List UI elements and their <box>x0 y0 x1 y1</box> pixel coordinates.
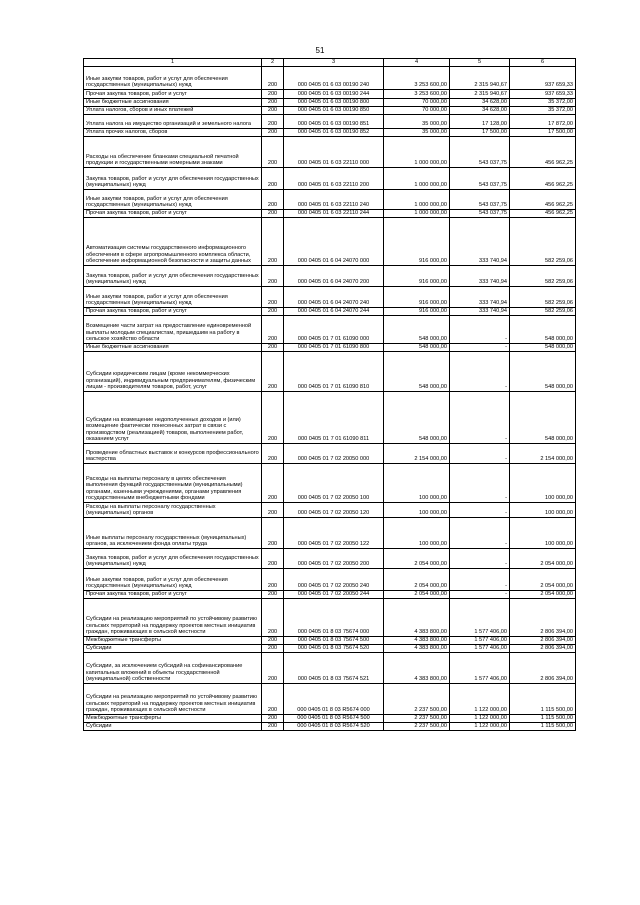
row-executed-amount: - <box>450 518 510 549</box>
row-executed-amount: - <box>450 352 510 392</box>
row-name-text: Иные закупки товаров, работ и услуг для обеспечения государственных (муниципальных) нужд <box>86 75 228 89</box>
row-name <box>84 99 262 107</box>
row-name-text: Закупка товаров, работ и услуг для обеспечения государственных (муниципальных) нужд <box>86 175 259 189</box>
table-row <box>84 503 576 518</box>
row-name <box>84 444 262 464</box>
row-name-text: Иные бюджетные ассигнования <box>86 344 169 351</box>
row-remainder-amount: 17 872,00 <box>510 115 576 129</box>
row-executed-amount: 333 740,94 <box>450 218 510 266</box>
row-remainder-amount: 2 806 394,00 <box>510 645 576 653</box>
row-name-text: Субсидии <box>86 645 112 652</box>
row-name-text: Автоматизация системы государственного информационного обеспечения в сфере агропромышленного комплекса области, обеспечение информационной безопасности и защиты данных <box>86 245 251 265</box>
row-name-text: Возмещение части затрат на предоставление единовременной выплаты молодым специалистам, пришедшим на работу в сельское хозяйство области <box>86 323 252 343</box>
row-code: 200 <box>262 715 284 723</box>
table-row <box>84 723 576 731</box>
row-remainder-amount: 582 259,06 <box>510 266 576 287</box>
table-row <box>84 218 576 266</box>
table-body <box>84 67 576 731</box>
row-executed-amount: 543 037,75 <box>450 210 510 218</box>
row-remainder-amount: 2 054 000,00 <box>510 591 576 599</box>
row-executed-amount: 1 577 406,00 <box>450 637 510 645</box>
row-name <box>84 287 262 308</box>
row-plan-amount: 916 000,00 <box>384 218 450 266</box>
row-remainder-amount: 2 054 000,00 <box>510 569 576 591</box>
row-code: 200 <box>262 90 284 99</box>
row-plan-amount: 2 054 000,00 <box>384 591 450 599</box>
row-code: 200 <box>262 503 284 518</box>
row-name-text: Субсидии на реализацию мероприятий по устойчивому развитию сельских территорий на поддержку проектов местных инициатив граждан, проживающих в сельской местности <box>86 694 258 714</box>
row-executed-amount: - <box>450 464 510 503</box>
row-classifier: 000 0405 01 7 02 20050 122 <box>284 518 384 549</box>
column-header: 1 <box>84 59 262 67</box>
row-code: 200 <box>262 168 284 190</box>
row-executed-amount: - <box>450 591 510 599</box>
column-header: 5 <box>450 59 510 67</box>
row-plan-amount: 916 000,00 <box>384 287 450 308</box>
row-remainder-amount: 548 000,00 <box>510 392 576 444</box>
row-name <box>84 591 262 599</box>
row-remainder-amount: 1 115 500,00 <box>510 715 576 723</box>
row-classifier: 000 0405 01 7 02 20050 240 <box>284 569 384 591</box>
row-plan-amount: 916 000,00 <box>384 308 450 316</box>
row-code: 200 <box>262 210 284 218</box>
row-name-text: Расходы на выплаты персоналу в целях обеспечения выполнения функций государственными (муниципальными) органами, казенными учреждениями, органами управления государственными внебюджетными фондами <box>86 475 243 502</box>
row-name <box>84 67 262 90</box>
row-code: 200 <box>262 464 284 503</box>
table-row <box>84 645 576 653</box>
row-classifier: 000 0405 01 7 01 61090 810 <box>284 352 384 392</box>
row-name <box>84 308 262 316</box>
row-executed-amount: 543 037,75 <box>450 168 510 190</box>
row-remainder-amount: 456 962,25 <box>510 168 576 190</box>
row-remainder-amount: 1 115 500,00 <box>510 684 576 715</box>
row-classifier: 000 0405 01 8 03 75674 521 <box>284 653 384 684</box>
table-row <box>84 344 576 352</box>
row-code: 200 <box>262 599 284 637</box>
row-code: 200 <box>262 645 284 653</box>
row-code: 200 <box>262 653 284 684</box>
row-classifier: 000 0405 01 7 02 20050 200 <box>284 549 384 569</box>
row-plan-amount: 548 000,00 <box>384 316 450 344</box>
row-plan-amount: 1 000 000,00 <box>384 168 450 190</box>
table-row <box>84 549 576 569</box>
row-classifier: 000 0405 01 7 01 61090 000 <box>284 316 384 344</box>
row-code: 200 <box>262 316 284 344</box>
row-name <box>84 637 262 645</box>
row-remainder-amount: 2 806 394,00 <box>510 653 576 684</box>
row-executed-amount: 543 037,75 <box>450 137 510 168</box>
table-row <box>84 90 576 99</box>
row-name <box>84 129 262 137</box>
table-row <box>84 308 576 316</box>
row-remainder-amount: 582 259,06 <box>510 218 576 266</box>
row-name-text: Расходы на выплаты персоналу государственных (муниципальных) органов <box>86 503 216 517</box>
row-executed-amount: 333 740,94 <box>450 266 510 287</box>
row-code: 200 <box>262 549 284 569</box>
column-number-row <box>84 59 576 67</box>
row-name-text: Закупка товаров, работ и услуг для обеспечения государственных (муниципальных) нужд <box>86 272 259 286</box>
column-header: 3 <box>284 59 384 67</box>
row-name <box>84 464 262 503</box>
row-plan-amount: 2 237 500,00 <box>384 723 450 731</box>
table-row <box>84 137 576 168</box>
table-row <box>84 464 576 503</box>
row-plan-amount: 4 383 800,00 <box>384 599 450 637</box>
row-executed-amount: 1 577 406,00 <box>450 645 510 653</box>
row-plan-amount: 548 000,00 <box>384 352 450 392</box>
row-name-text: Иные выплаты персоналу государственных (муниципальных) органов, за исключением фонда оплаты труда <box>86 534 247 548</box>
row-name-text: Прочая закупка товаров, работ и услуг <box>86 308 187 315</box>
row-name-text: Субсидии на реализацию мероприятий по устойчивому развитию сельских территорий на поддержку проектов местных инициатив граждан, проживающих в сельской местности <box>86 616 258 636</box>
row-executed-amount: 1 577 406,00 <box>450 653 510 684</box>
row-plan-amount: 100 000,00 <box>384 503 450 518</box>
row-classifier: 000 0405 01 7 01 61090 800 <box>284 344 384 352</box>
row-plan-amount: 2 237 500,00 <box>384 684 450 715</box>
row-code: 200 <box>262 444 284 464</box>
table-row <box>84 316 576 344</box>
table-row <box>84 287 576 308</box>
row-name <box>84 599 262 637</box>
row-classifier: 000 0405 01 8 03 R5674 000 <box>284 684 384 715</box>
row-name-text: Субсидии юридическим лицам (кроме некоммерческих организаций), индивидуальным предпринимателям, физическим лицам - производителям товаров, работ, услуг <box>86 371 256 391</box>
row-name <box>84 190 262 210</box>
row-plan-amount: 70 000,00 <box>384 107 450 115</box>
row-classifier: 000 0405 01 8 03 75674 000 <box>284 599 384 637</box>
row-executed-amount: 543 037,75 <box>450 190 510 210</box>
row-name-text: Закупка товаров, работ и услуг для обеспечения государственных (муниципальных) нужд <box>86 554 259 568</box>
row-name-text: Иные закупки товаров, работ и услуг для обеспечения государственных (муниципальных) нужд <box>86 576 228 590</box>
row-executed-amount: - <box>450 549 510 569</box>
row-name-text: Уплата налогов, сборов и иных платежей <box>86 107 194 114</box>
table-row <box>84 637 576 645</box>
row-plan-amount: 2 054 000,00 <box>384 569 450 591</box>
row-remainder-amount: 100 000,00 <box>510 464 576 503</box>
row-executed-amount: - <box>450 316 510 344</box>
row-name-text: Межбюджетные трансферты <box>86 715 162 722</box>
row-executed-amount: 1 122 000,00 <box>450 684 510 715</box>
row-name <box>84 653 262 684</box>
row-code: 200 <box>262 344 284 352</box>
row-executed-amount: 2 315 940,67 <box>450 67 510 90</box>
row-classifier: 000 0405 01 8 03 75674 520 <box>284 645 384 653</box>
row-plan-amount: 70 000,00 <box>384 99 450 107</box>
table-row <box>84 168 576 190</box>
table-row <box>84 210 576 218</box>
row-classifier: 000 0405 01 7 02 20050 244 <box>284 591 384 599</box>
row-plan-amount: 3 253 600,00 <box>384 67 450 90</box>
row-name-text: Прочая закупка товаров, работ и услуг <box>86 91 187 98</box>
row-code: 200 <box>262 684 284 715</box>
row-name-text: Субсидии на возмещение недополученных доходов и (или) возмещение фактически понесенных затрат в связи с производством (реализацией) товаров, выполнением работ, оказанием услуг <box>86 416 244 443</box>
row-code: 200 <box>262 129 284 137</box>
row-remainder-amount: 17 500,00 <box>510 129 576 137</box>
row-name <box>84 392 262 444</box>
row-classifier: 000 0405 01 7 02 20050 120 <box>284 503 384 518</box>
row-remainder-amount: 35 372,00 <box>510 107 576 115</box>
row-code: 200 <box>262 67 284 90</box>
row-classifier: 000 0405 01 7 02 20050 100 <box>284 464 384 503</box>
row-name <box>84 503 262 518</box>
row-classifier: 000 0405 01 7 02 20050 000 <box>284 444 384 464</box>
row-remainder-amount: 2 154 000,00 <box>510 444 576 464</box>
row-name <box>84 518 262 549</box>
row-name <box>84 90 262 99</box>
row-name-text: Проведение областных выставок и конкурсов профессионального мастерства <box>86 449 259 463</box>
row-code: 200 <box>262 591 284 599</box>
row-plan-amount: 3 253 600,00 <box>384 90 450 99</box>
row-executed-amount: 34 628,00 <box>450 107 510 115</box>
row-remainder-amount: 2 054 000,00 <box>510 549 576 569</box>
row-classifier: 000 0405 01 7 01 61090 811 <box>284 392 384 444</box>
table-row <box>84 99 576 107</box>
row-name <box>84 715 262 723</box>
row-plan-amount: 548 000,00 <box>384 344 450 352</box>
table-row <box>84 599 576 637</box>
row-executed-amount: 34 628,00 <box>450 99 510 107</box>
row-remainder-amount: 456 962,25 <box>510 190 576 210</box>
row-name-text: Субсидии, за исключением субсидий на софинансирование капитальных вложений в объекты государственной (муниципальной) собственности <box>86 663 243 683</box>
row-plan-amount: 1 000 000,00 <box>384 210 450 218</box>
row-executed-amount: 2 315 940,67 <box>450 90 510 99</box>
row-code: 200 <box>262 352 284 392</box>
row-code: 200 <box>262 266 284 287</box>
row-remainder-amount: 1 115 500,00 <box>510 723 576 731</box>
row-classifier: 000 0405 01 6 03 22110 200 <box>284 168 384 190</box>
row-code: 200 <box>262 518 284 549</box>
table-row <box>84 107 576 115</box>
row-name-text: Расходы на обеспечение бланками специальной печатной продукции и государственными номерными знаками <box>86 153 239 167</box>
row-name <box>84 137 262 168</box>
row-executed-amount: 17 128,00 <box>450 115 510 129</box>
row-code: 200 <box>262 637 284 645</box>
row-classifier: 000 0405 01 6 03 00190 850 <box>284 107 384 115</box>
row-name-text: Прочая закупка товаров, работ и услуг <box>86 591 187 598</box>
row-classifier: 000 0405 01 6 04 24070 200 <box>284 266 384 287</box>
column-header: 6 <box>510 59 576 67</box>
table-row <box>84 444 576 464</box>
row-plan-amount: 2 054 000,00 <box>384 549 450 569</box>
row-name <box>84 115 262 129</box>
row-classifier: 000 0405 01 6 03 00190 240 <box>284 67 384 90</box>
row-code: 200 <box>262 287 284 308</box>
row-remainder-amount: 100 000,00 <box>510 503 576 518</box>
row-name <box>84 352 262 392</box>
row-plan-amount: 100 000,00 <box>384 518 450 549</box>
row-executed-amount: 17 500,00 <box>450 129 510 137</box>
row-executed-amount: - <box>450 503 510 518</box>
page-number: 51 <box>315 46 325 55</box>
row-name <box>84 569 262 591</box>
row-executed-amount: 1 122 000,00 <box>450 723 510 731</box>
row-name <box>84 549 262 569</box>
table-row <box>84 115 576 129</box>
table-row <box>84 67 576 90</box>
row-executed-amount: 333 740,94 <box>450 287 510 308</box>
table-row <box>84 684 576 715</box>
table-row <box>84 392 576 444</box>
budget-table <box>83 58 576 731</box>
table-row <box>84 352 576 392</box>
row-executed-amount: 1 577 406,00 <box>450 599 510 637</box>
row-classifier: 000 0405 01 6 03 22110 244 <box>284 210 384 218</box>
row-code: 200 <box>262 569 284 591</box>
row-plan-amount: 1 000 000,00 <box>384 190 450 210</box>
row-code: 200 <box>262 115 284 129</box>
row-plan-amount: 1 000 000,00 <box>384 137 450 168</box>
row-classifier: 000 0405 01 6 03 00190 244 <box>284 90 384 99</box>
table-row <box>84 129 576 137</box>
row-code: 200 <box>262 308 284 316</box>
table-row <box>84 266 576 287</box>
row-plan-amount: 2 237 500,00 <box>384 715 450 723</box>
table-row <box>84 653 576 684</box>
row-name <box>84 344 262 352</box>
row-code: 200 <box>262 723 284 731</box>
row-name <box>84 723 262 731</box>
row-remainder-amount: 35 372,00 <box>510 99 576 107</box>
table-row <box>84 190 576 210</box>
row-name <box>84 645 262 653</box>
row-classifier: 000 0405 01 6 03 00190 851 <box>284 115 384 129</box>
row-remainder-amount: 2 806 394,00 <box>510 637 576 645</box>
row-classifier: 000 0405 01 8 03 R5674 500 <box>284 715 384 723</box>
row-name-text: Субсидии <box>86 723 112 730</box>
table-row <box>84 715 576 723</box>
row-executed-amount: 1 122 000,00 <box>450 715 510 723</box>
row-remainder-amount: 548 000,00 <box>510 344 576 352</box>
row-plan-amount: 548 000,00 <box>384 392 450 444</box>
table-row <box>84 518 576 549</box>
row-name <box>84 168 262 190</box>
row-remainder-amount: 548 000,00 <box>510 352 576 392</box>
row-executed-amount: - <box>450 444 510 464</box>
row-name <box>84 316 262 344</box>
row-name-text: Уплата налога на имущество организаций и земельного налога <box>86 121 251 128</box>
row-remainder-amount: 456 962,25 <box>510 210 576 218</box>
row-plan-amount: 2 154 000,00 <box>384 444 450 464</box>
row-name-text: Иные закупки товаров, работ и услуг для обеспечения государственных (муниципальных) нужд <box>86 293 228 307</box>
row-code: 200 <box>262 190 284 210</box>
row-classifier: 000 0405 01 6 03 22110 000 <box>284 137 384 168</box>
row-plan-amount: 4 383 800,00 <box>384 637 450 645</box>
row-code: 200 <box>262 392 284 444</box>
row-plan-amount: 35 000,00 <box>384 115 450 129</box>
row-plan-amount: 916 000,00 <box>384 266 450 287</box>
row-remainder-amount: 456 962,25 <box>510 137 576 168</box>
row-executed-amount: - <box>450 569 510 591</box>
row-remainder-amount: 937 659,33 <box>510 90 576 99</box>
row-name <box>84 266 262 287</box>
row-name <box>84 684 262 715</box>
row-remainder-amount: 2 806 394,00 <box>510 599 576 637</box>
row-executed-amount: - <box>450 392 510 444</box>
row-plan-amount: 4 383 800,00 <box>384 645 450 653</box>
column-header: 2 <box>262 59 284 67</box>
row-remainder-amount: 937 659,33 <box>510 67 576 90</box>
row-classifier: 000 0405 01 6 03 00190 800 <box>284 99 384 107</box>
column-header: 4 <box>384 59 450 67</box>
row-remainder-amount: 582 259,06 <box>510 287 576 308</box>
row-code: 200 <box>262 107 284 115</box>
row-classifier: 000 0405 01 6 03 00190 852 <box>284 129 384 137</box>
row-name-text: Иные закупки товаров, работ и услуг для обеспечения государственных (муниципальных) нужд <box>86 195 228 209</box>
row-code: 200 <box>262 137 284 168</box>
row-classifier: 000 0405 01 6 04 24070 240 <box>284 287 384 308</box>
row-classifier: 000 0405 01 6 04 24070 244 <box>284 308 384 316</box>
row-name-text: Уплата прочих налогов, сборов <box>86 129 168 136</box>
row-remainder-amount: 548 000,00 <box>510 316 576 344</box>
row-name <box>84 107 262 115</box>
row-name <box>84 210 262 218</box>
row-plan-amount: 4 383 800,00 <box>384 653 450 684</box>
row-name-text: Прочая закупка товаров, работ и услуг <box>86 210 187 217</box>
row-classifier: 000 0405 01 6 03 22110 240 <box>284 190 384 210</box>
row-name-text: Межбюджетные трансферты <box>86 637 162 644</box>
row-remainder-amount: 582 259,06 <box>510 308 576 316</box>
row-code: 200 <box>262 218 284 266</box>
row-classifier: 000 0405 01 8 03 75674 500 <box>284 637 384 645</box>
row-executed-amount: - <box>450 344 510 352</box>
table-row <box>84 569 576 591</box>
row-classifier: 000 0405 01 6 04 24070 000 <box>284 218 384 266</box>
row-name-text: Иные бюджетные ассигнования <box>86 99 169 106</box>
row-code: 200 <box>262 99 284 107</box>
row-plan-amount: 100 000,00 <box>384 464 450 503</box>
table-row <box>84 591 576 599</box>
row-name <box>84 218 262 266</box>
row-classifier: 000 0405 01 8 03 R5674 520 <box>284 723 384 731</box>
row-remainder-amount: 100 000,00 <box>510 518 576 549</box>
row-executed-amount: 333 740,94 <box>450 308 510 316</box>
row-plan-amount: 35 000,00 <box>384 129 450 137</box>
